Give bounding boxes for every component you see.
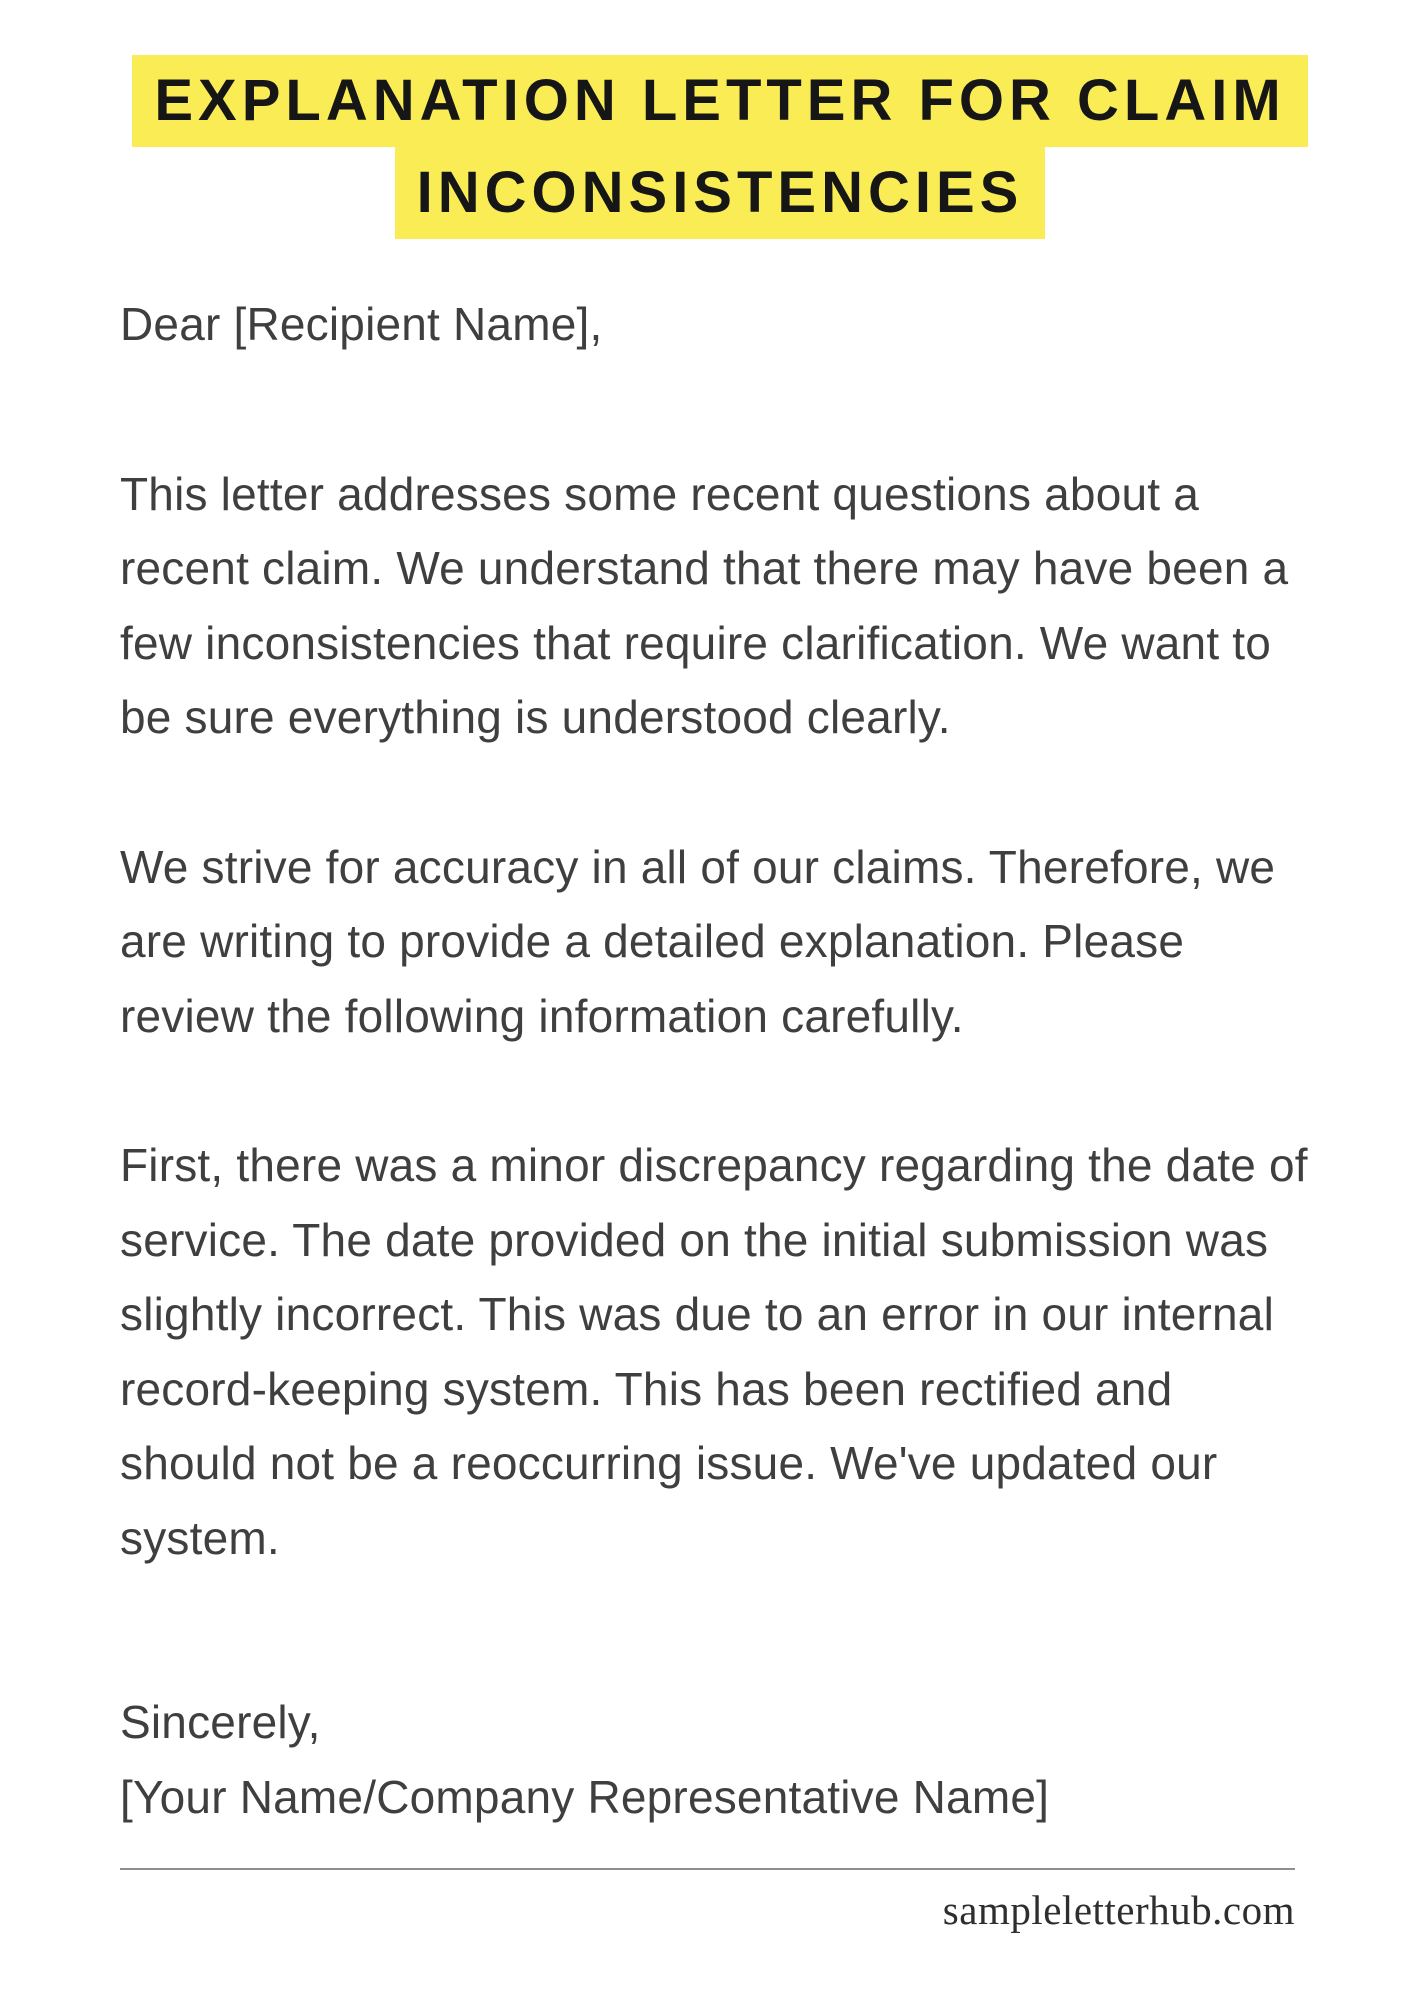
footer xyxy=(120,1868,1295,1934)
title-line-1 xyxy=(120,55,1320,147)
salutation: Dear [Recipient Name], xyxy=(120,298,603,350)
document-title xyxy=(120,55,1320,239)
paragraph-3: First, there was a minor discrepancy regarding the date of service. The date provided on the initial submission was slightly incorrect. This was due to an error in our internal record-keeping system. This has been rectified and should not be a reoccurring issue. We've updated our system. xyxy=(120,1139,1308,1564)
closing: Sincerely, xyxy=(120,1696,321,1749)
title-line-1-text: EXPLANATION LETTER FOR CLAIM xyxy=(132,55,1307,147)
paragraph-2: We strive for accuracy in all of our claims. Therefore, we are writing to provide a detailed explanation. Please review the following information carefully. xyxy=(120,840,1276,1042)
paragraph-1: This letter addresses some recent questions about a recent claim. We understand that there may have been a few inconsistencies that require clarification. We want to be sure everything is understood clearly. xyxy=(120,467,1289,744)
signature-placeholder: [Your Name/Company Representative Name] xyxy=(120,1770,1050,1823)
title-line-2 xyxy=(120,147,1320,239)
website-name: sampleletterhub.com xyxy=(942,1887,1295,1933)
title-line-2-text: INCONSISTENCIES xyxy=(395,147,1046,239)
